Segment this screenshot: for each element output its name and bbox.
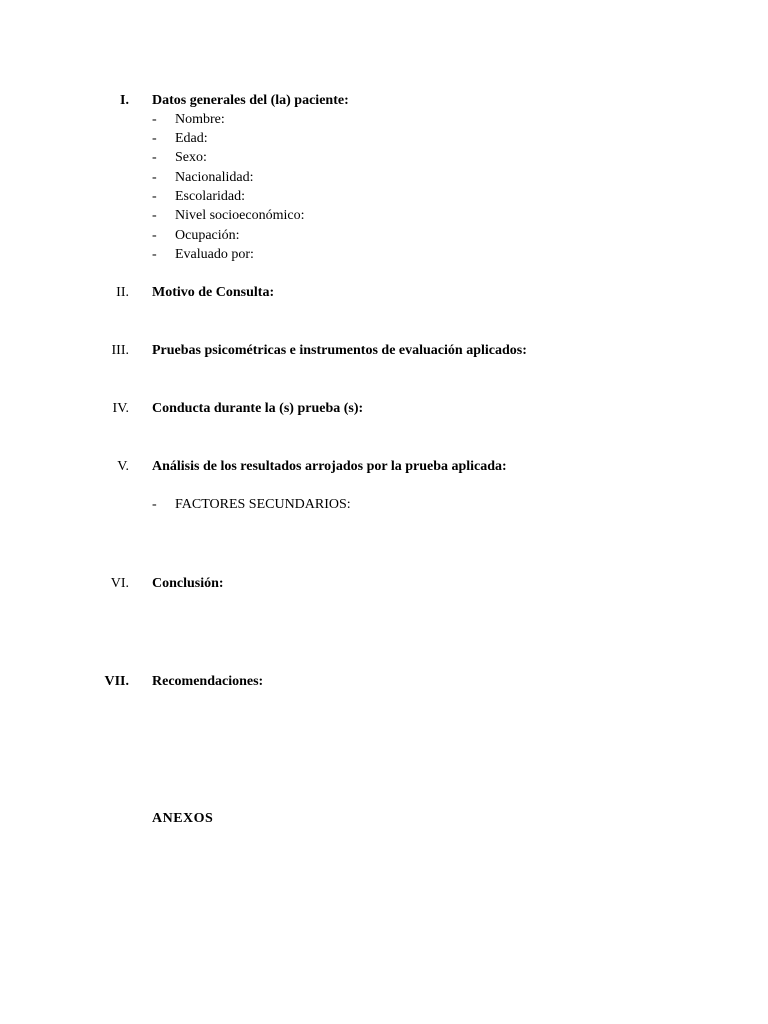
bullet-dash: -	[152, 228, 157, 243]
section-1-heading	[0, 91, 768, 111]
section-title: Conducta durante la (s) prueba (s):	[152, 401, 364, 416]
field-label-nombre: Nombre:	[175, 112, 225, 127]
section-2-heading	[0, 283, 768, 303]
bullet-dash: -	[152, 112, 157, 127]
field-label-sexo: Sexo:	[175, 150, 207, 165]
section-number: IV.	[112, 401, 129, 416]
list-item	[0, 245, 768, 265]
section-title: Pruebas psicométricas e instrumentos de evaluación aplicados:	[152, 343, 527, 358]
bullet-dash: -	[152, 131, 157, 146]
section-title: Motivo de Consulta:	[152, 285, 275, 300]
bullet-dash: -	[152, 150, 157, 165]
section-number: I.	[120, 93, 129, 108]
section-3-heading	[0, 341, 768, 361]
bullet-dash: -	[152, 170, 157, 185]
section-number: VI.	[110, 576, 129, 591]
section-number: VII.	[104, 674, 129, 689]
section-title: Datos generales del (la) paciente:	[152, 93, 349, 108]
bullet-dash: -	[152, 208, 157, 223]
bullet-dash: -	[152, 189, 157, 204]
section-title: Recomendaciones:	[152, 674, 264, 689]
list-item	[0, 495, 768, 515]
section-number: II.	[116, 285, 129, 300]
field-label-nivel-socioeconomico: Nivel socioeconómico:	[175, 208, 305, 223]
list-item	[0, 206, 768, 226]
bullet-dash: -	[152, 247, 157, 262]
section-title: Análisis de los resultados arrojados por la prueba aplicada:	[152, 459, 507, 474]
field-label-ocupacion: Ocupación:	[175, 228, 240, 243]
section-4-heading	[0, 399, 768, 419]
list-item	[0, 148, 768, 168]
section-number: V.	[117, 459, 129, 474]
bullet-dash: -	[152, 497, 157, 512]
field-label-evaluado-por: Evaluado por:	[175, 247, 254, 262]
list-item	[0, 129, 768, 149]
factores-secundarios-label: FACTORES SECUNDARIOS:	[175, 497, 351, 512]
section-number: III.	[111, 343, 129, 358]
field-label-escolaridad: Escolaridad:	[175, 189, 245, 204]
list-item	[0, 187, 768, 207]
anexos-heading: ANEXOS	[152, 811, 214, 826]
section-5-heading	[0, 457, 768, 477]
section-title: Conclusión:	[152, 576, 224, 591]
field-label-nacionalidad: Nacionalidad:	[175, 170, 254, 185]
list-item	[0, 168, 768, 188]
list-item	[0, 226, 768, 246]
list-item	[0, 110, 768, 130]
field-label-edad: Edad:	[175, 131, 208, 146]
section-7-heading	[0, 672, 768, 692]
section-6-heading	[0, 574, 768, 594]
